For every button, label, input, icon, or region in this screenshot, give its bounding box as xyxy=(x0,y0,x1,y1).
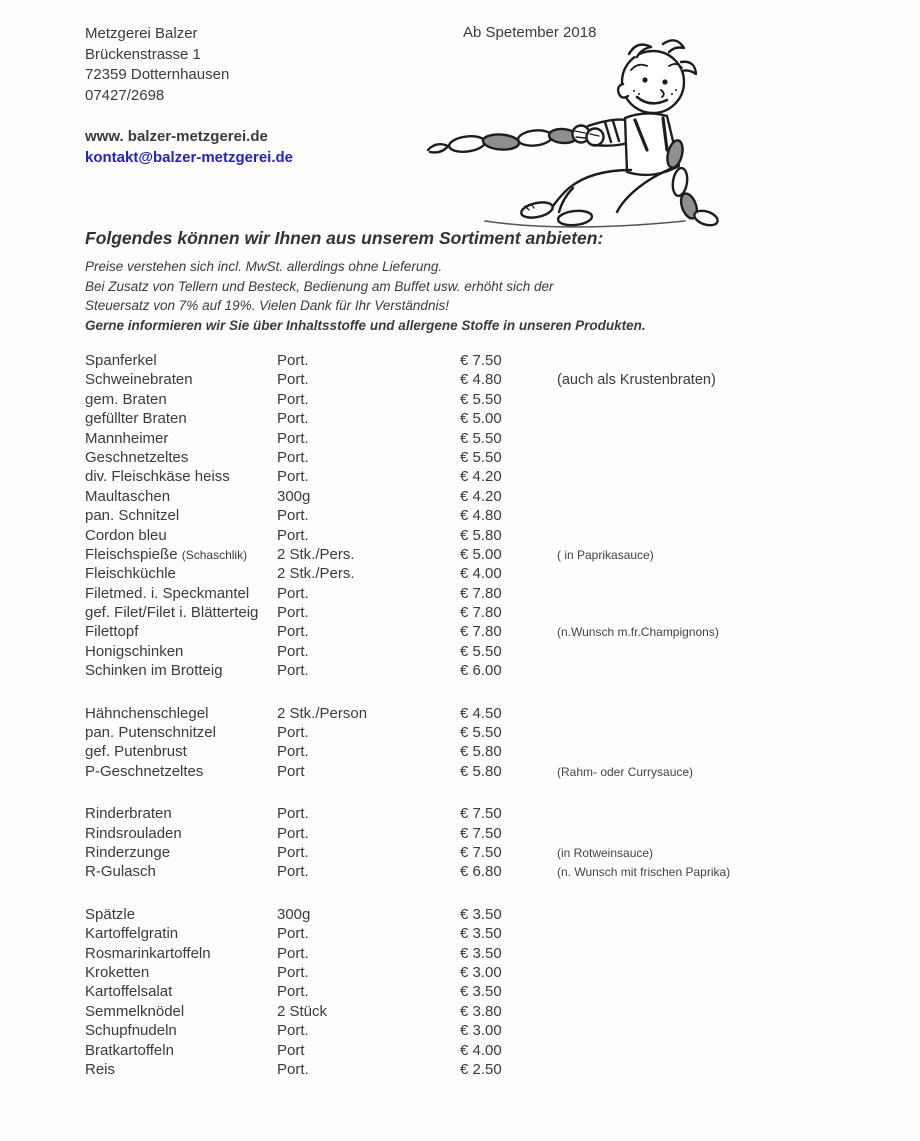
item-price: € 3.50 xyxy=(460,944,502,962)
item-note: (Rahm- oder Currysauce) xyxy=(557,764,694,779)
item-name: Fleischspieße (Schaschlik) xyxy=(85,545,248,563)
item-unit: Port. xyxy=(277,623,309,641)
item-price: € 4.80 xyxy=(460,507,502,525)
item-unit: Port. xyxy=(277,724,309,742)
item-price: € 5.50 xyxy=(460,724,502,742)
item-name: Rosmarinkartoffeln xyxy=(85,944,211,962)
item-unit: 2 Stk./Person xyxy=(277,704,368,722)
menu-row xyxy=(85,429,910,448)
item-note: (in Rotweinsauce) xyxy=(557,845,654,860)
item-name: R-Gulasch xyxy=(85,863,156,881)
item-unit: Port. xyxy=(277,526,309,544)
item-name: Cordon bleu xyxy=(85,526,167,544)
item-price: € 7.50 xyxy=(460,824,502,842)
item-price: € 4.00 xyxy=(460,565,502,583)
item-name: pan. Putenschnitzel xyxy=(85,724,216,742)
item-price: € 6.80 xyxy=(460,863,502,881)
menu-row xyxy=(85,642,910,661)
menu-row xyxy=(85,526,910,545)
item-unit: 300g xyxy=(277,905,311,923)
item-unit: Port. xyxy=(277,662,309,680)
item-unit: Port. xyxy=(277,925,309,943)
item-name: gef. Putenbrust xyxy=(85,743,187,761)
menu-row xyxy=(85,564,910,583)
intro-section xyxy=(85,228,825,335)
menu-row xyxy=(85,862,910,881)
intro-line-2: Bei Zusatz von Tellern und Besteck, Bedienung am Buffet usw. erhöht sich der xyxy=(85,278,554,294)
menu-row xyxy=(85,1041,910,1060)
item-unit: Port. xyxy=(277,584,309,602)
item-unit: Port. xyxy=(277,963,309,981)
item-note: ( in Paprikasauce) xyxy=(557,547,654,562)
website-link[interactable]: www. balzer-metzgerei.de xyxy=(85,128,268,145)
item-price: € 7.50 xyxy=(460,805,502,823)
menu-row xyxy=(85,409,910,428)
item-price: € 3.80 xyxy=(460,1002,502,1020)
menu-row xyxy=(85,963,910,982)
item-unit: Port. xyxy=(277,352,309,369)
item-unit: Port. xyxy=(277,843,309,861)
item-unit: 2 Stk./Pers. xyxy=(277,545,355,563)
menu-row xyxy=(85,905,910,924)
item-unit: Port xyxy=(277,762,305,780)
menu-row xyxy=(85,545,910,564)
intro-line-3: Steuersatz von 7% auf 19%. Vielen Dank für Ihr Verständnis! xyxy=(85,298,449,313)
item-name: gem. Braten xyxy=(85,390,167,408)
menu-section xyxy=(85,351,910,681)
item-unit: Port. xyxy=(277,429,309,447)
menu-row xyxy=(85,603,910,622)
item-name: Schweinebraten xyxy=(85,371,193,389)
item-price: € 3.50 xyxy=(460,983,502,1001)
business-name: Metzgerei Balzer xyxy=(85,25,198,42)
item-price: € 7.50 xyxy=(460,352,502,369)
item-name: Kartoffelsalat xyxy=(85,983,173,1001)
item-price: € 7.80 xyxy=(460,623,502,641)
item-note: (n. Wunsch mit frischen Paprika) xyxy=(557,865,731,880)
sausage-boy-illustration xyxy=(425,38,725,230)
item-unit: Port. xyxy=(277,390,309,408)
item-unit: Port. xyxy=(277,824,309,842)
item-name: Schinken im Brotteig xyxy=(85,662,223,680)
item-unit: Port. xyxy=(277,410,309,428)
menu-row xyxy=(85,351,910,370)
item-price: € 7.80 xyxy=(460,584,502,602)
item-name: Kroketten xyxy=(85,963,150,981)
menu-row xyxy=(85,467,910,486)
item-price: € 4.50 xyxy=(460,704,502,722)
item-name: Maultaschen xyxy=(85,487,171,505)
menu-row xyxy=(85,742,910,761)
item-price: € 5.00 xyxy=(460,545,502,563)
menu-section xyxy=(85,905,910,1080)
item-unit: Port. xyxy=(277,448,309,466)
menu-row xyxy=(85,723,910,742)
menu-row xyxy=(85,661,910,680)
item-unit: Port. xyxy=(277,371,309,389)
item-note: (n.Wunsch m.fr.Champignons) xyxy=(557,625,719,640)
item-unit: Port. xyxy=(277,743,309,761)
item-name: Honigschinken xyxy=(85,642,184,660)
item-name: pan. Schnitzel xyxy=(85,507,180,525)
menu-row xyxy=(85,824,910,843)
item-name: Spanferkel xyxy=(85,352,157,369)
valid-from-date: Ab Spetember 2018 xyxy=(463,24,597,41)
menu-row xyxy=(85,506,910,525)
menu-row xyxy=(85,487,910,506)
item-unit: Port. xyxy=(277,1022,309,1040)
item-name: Fleischküchle xyxy=(85,565,176,583)
city-line: 72359 Dotternhausen xyxy=(85,66,230,84)
menu-row xyxy=(85,944,910,963)
item-name: Semmelknödel xyxy=(85,1002,185,1020)
item-name: div. Fleischkäse heiss xyxy=(85,468,230,486)
item-name: Reis xyxy=(85,1060,116,1078)
menu-row xyxy=(85,843,910,862)
menu-row xyxy=(85,584,910,603)
item-name: gef. Filet/Filet i. Blätterteig xyxy=(85,604,259,622)
intro-line-1: Preise verstehen sich incl. MwSt. allerdings ohne Lieferung. xyxy=(85,259,443,274)
item-unit: 2 Stk./Pers. xyxy=(277,565,355,583)
menu-row xyxy=(85,924,910,943)
item-name: Filetmed. i. Speckmantel xyxy=(85,584,250,602)
item-price: € 3.50 xyxy=(460,905,502,923)
item-name: Bratkartoffeln xyxy=(85,1041,174,1059)
item-price: € 4.00 xyxy=(460,1041,502,1059)
item-price: € 5.50 xyxy=(460,448,502,466)
item-price: € 5.50 xyxy=(460,390,502,408)
item-price: € 7.80 xyxy=(460,604,502,622)
item-unit: Port. xyxy=(277,863,309,881)
item-unit: Port xyxy=(277,1041,305,1059)
email-link[interactable]: kontakt@balzer-metzgerei.de xyxy=(85,148,294,166)
item-price: € 2.50 xyxy=(460,1060,502,1078)
item-price: € 3.50 xyxy=(460,925,502,943)
item-price: € 7.50 xyxy=(460,843,502,861)
item-name: Filettopf xyxy=(85,623,139,641)
menu-section xyxy=(85,704,910,782)
item-price: € 3.00 xyxy=(460,963,502,981)
item-price: € 4.20 xyxy=(460,487,502,505)
phone-line: 07427/2698 xyxy=(85,86,165,104)
item-name-suffix: (Schaschlik) xyxy=(181,547,248,562)
item-price: € 5.80 xyxy=(460,526,502,544)
item-unit: Port. xyxy=(277,642,309,660)
item-unit: Port. xyxy=(277,983,309,1001)
item-note: (auch als Krustenbraten) xyxy=(557,372,716,389)
item-price: € 6.00 xyxy=(460,662,502,680)
street-line: Brückenstrasse 1 xyxy=(85,45,201,63)
item-unit: Port. xyxy=(277,604,309,622)
menu-row xyxy=(85,804,910,823)
price-list xyxy=(85,351,910,1079)
item-name: Schupfnudeln xyxy=(85,1022,177,1040)
intro-line-4: Gerne informieren wir Sie über Inhaltsstoffe und allergene Stoffe in unseren Produkten. xyxy=(85,317,646,333)
address-block xyxy=(85,24,229,106)
item-price: € 5.50 xyxy=(460,642,502,660)
menu-section xyxy=(85,804,910,882)
item-price: € 5.00 xyxy=(460,410,502,428)
item-price: € 3.00 xyxy=(460,1022,502,1040)
item-name: Spätzle xyxy=(85,905,136,923)
item-name: Rindsrouladen xyxy=(85,824,182,842)
menu-row xyxy=(85,390,910,409)
item-unit: Port. xyxy=(277,944,309,962)
item-name: Rinderbraten xyxy=(85,805,172,823)
menu-row xyxy=(85,1060,910,1079)
item-unit: Port. xyxy=(277,805,309,823)
item-unit: Port. xyxy=(277,507,309,525)
item-price: € 4.80 xyxy=(460,371,502,389)
item-unit: 300g xyxy=(277,487,311,505)
item-price: € 5.80 xyxy=(460,762,502,780)
menu-row xyxy=(85,982,910,1001)
menu-row xyxy=(85,1021,910,1040)
item-name: Hähnchenschlegel xyxy=(85,704,209,722)
menu-row xyxy=(85,762,910,781)
item-unit: Port. xyxy=(277,1060,309,1078)
item-unit: Port. xyxy=(277,468,309,486)
item-name: Geschnetzeltes xyxy=(85,448,189,466)
menu-row xyxy=(85,448,910,467)
sortiment-heading: Folgendes können wir Ihnen aus unserem Sortiment anbieten: xyxy=(85,228,604,248)
menu-row xyxy=(85,704,910,723)
item-name: P-Geschnetzeltes xyxy=(85,762,204,780)
item-name: Kartoffelgratin xyxy=(85,925,179,943)
item-name: Mannheimer xyxy=(85,429,169,447)
menu-row xyxy=(85,370,910,389)
item-price: € 5.50 xyxy=(460,429,502,447)
item-name: gefüllter Braten xyxy=(85,410,187,428)
item-unit: 2 Stück xyxy=(277,1002,328,1020)
item-price: € 4.20 xyxy=(460,468,502,486)
contact-block xyxy=(85,127,293,168)
menu-row xyxy=(85,1002,910,1021)
item-price: € 5.80 xyxy=(460,743,502,761)
item-name: Rinderzunge xyxy=(85,843,171,861)
menu-row xyxy=(85,622,910,641)
